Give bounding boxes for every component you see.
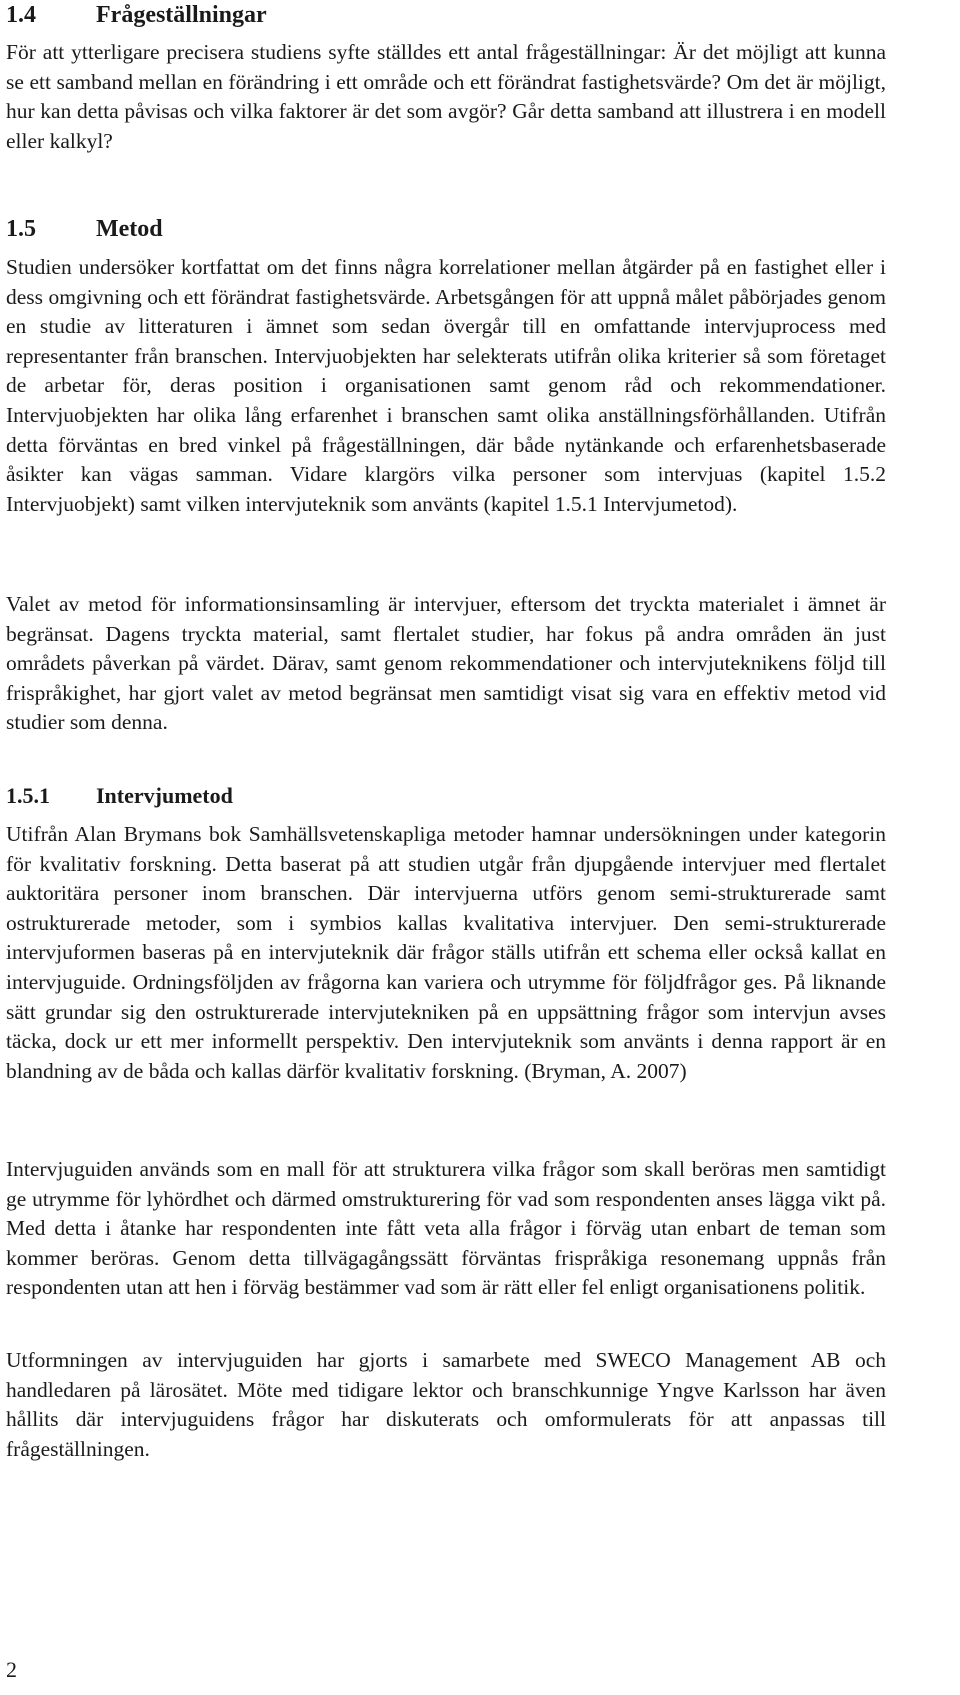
section-number: 1.5.1: [6, 783, 50, 808]
section-title: Intervjumetod: [96, 783, 233, 808]
section-heading-1-5-1: [6, 782, 233, 810]
section-number: 1.4: [6, 2, 36, 28]
paragraph: Utifrån Alan Brymans bok Samhällsvetenskapliga metoder hamnar undersökningen under kategorin för kvalitativ forskning. Detta baserat på att studien utgår från djupgående intervjuer med flertalet auktoritära personer inom branschen. Där intervjuerna utförs genom semi-strukturerade samt ostrukturerade metoder, som i symbios kallas kvalitativa intervjuer. Den semi-strukturerade intervjuformen baseras på en intervjuteknik där frågor ställs utifrån ett schema eller också kallat en intervjuguide. Ordningsföljden av frågorna kan variera och utrymme för följdfrågor ges. På liknande sätt grundar sig den ostrukturerade intervjutekniken på en uppsättning frågor som intervjun avses täcka, dock ur ett mer informellt perspektiv. Den intervjuteknik som använts i denna rapport är en blandning av de båda och kallas därför kvalitativ forskning. (Bryman, A. 2007): [6, 822, 886, 1083]
page-number: 2: [6, 1657, 17, 1682]
section-heading-1-5: [6, 214, 163, 244]
section-number: 1.5: [6, 216, 36, 242]
paragraph: Valet av metod för informationsinsamling är intervjuer, eftersom det tryckta materialet i ämnet är begränsat. Dagens tryckta material, samt flertalet studier, har fokus på andra områden än just områdets påverkan på värdet. Därav, samt genom rekommendationer och intervjuteknikens följd till frispråkighet, har gjort valet av metod begränsat men samtidigt visat sig vara en effektiv metod vid studier som denna.: [6, 592, 886, 735]
section-heading-1-4: [6, 0, 267, 30]
paragraph: Studien undersöker kortfattat om det finns några korrelationer mellan åtgärder på en fastighet eller i dess omgivning och ett förändrat fastighetsvärde. Arbetsgången för att uppnå målet påbörjades genom en studie av litteraturen i ämnet som sedan övergår till en omfattande intervjuprocess med representanter från branschen. Intervjuobjekten har selekterats utifrån olika kriterier så som företaget de arbetar för, deras position i organisationen samt genom råd och rekommendationer. Intervjuobjekten har olika lång erfarenhet i branschen samt olika anställningsförhållanden. Utifrån detta förväntas en bred vinkel på frågeställningen, där både nytänkande och erfarenhetsbaserade åsikter kan vägas samman. Vidare klargörs vilka personer som intervjuas (kapitel 1.5.2 Intervjuobjekt) samt vilken intervjuteknik som använts (kapitel 1.5.1 Intervjumetod).: [6, 255, 886, 516]
section-title: Frågeställningar: [96, 2, 267, 28]
section-title: Metod: [96, 216, 163, 242]
paragraph: Intervjuguiden används som en mall för att strukturera vilka frågor som skall beröras men samtidigt ge utrymme för lyhördhet och därmed omstrukturering för vad som respondenten anses lägga vikt på. Med detta i åtanke har respondenten inte fått veta alla frågor i förväg utan enbart de teman som kommer beröras. Genom detta tillvägagångssätt förväntas frispråkiga resonemang uppnås från respondenten utan att hen i förväg bestämmer vad som är rätt eller fel enligt organisationens politik.: [6, 1157, 886, 1300]
paragraph: För att ytterligare precisera studiens syfte ställdes ett antal frågeställningar: Är det möjligt att kunna se ett samband mellan en förändring i ett område och ett förändrat fastighetsvärde? Om det är möjligt, hur kan detta påvisas och vilka faktorer är det som avgör? Går detta samband att illustrera i en modell eller kalkyl?: [6, 40, 886, 153]
paragraph: Utformningen av intervjuguiden har gjorts i samarbete med SWECO Management AB och handledaren på lärosätet. Möte med tidigare lektor och branschkunnige Yngve Karlsson har även hållits där intervjuguidens frågor har diskuterats och omformulerats för att anpassas till frågeställningen.: [6, 1348, 886, 1461]
